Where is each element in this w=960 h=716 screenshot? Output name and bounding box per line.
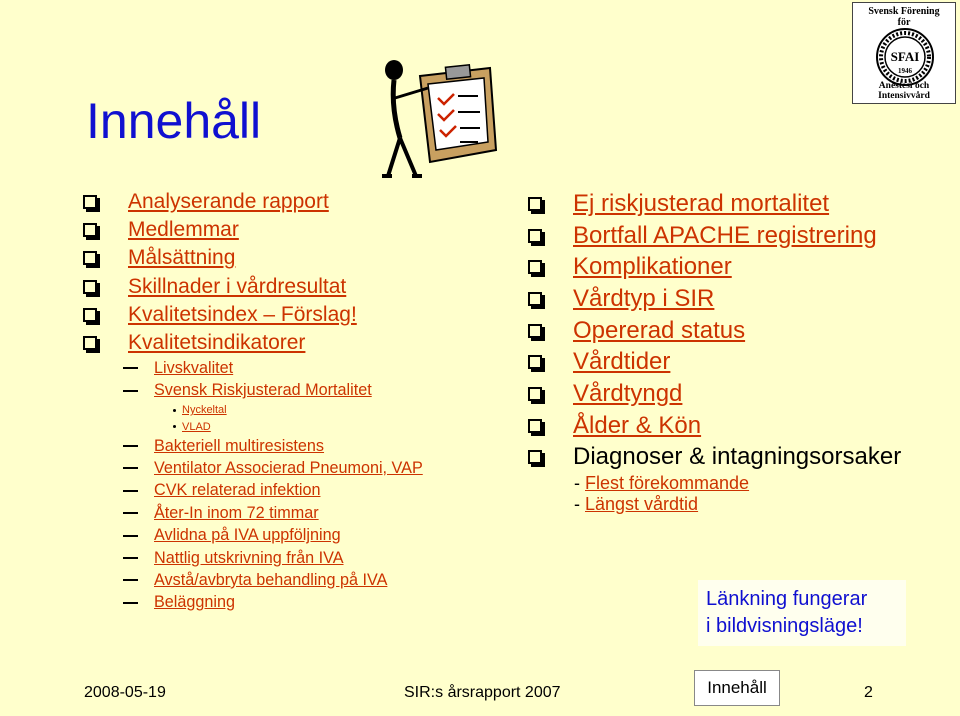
sub-list-item-link[interactable]: Avstå/avbryta behandling på IVA [154,570,388,589]
list-item [528,220,901,252]
list-item [528,410,901,442]
dash-bullet-icon [123,579,138,581]
dash-bullet-icon [123,367,138,369]
dash-bullet-icon [123,557,138,559]
sub-list-item [123,547,423,569]
list-item [528,378,901,410]
list-item-link[interactable]: Opererad status [573,316,746,344]
list-item-link[interactable]: Kvalitetsindex – Förslag! [128,302,357,326]
sfai-logo [852,2,956,104]
sub-list-item-link[interactable]: Livskvalitet [154,358,234,377]
checkbox-bullet-icon [528,387,542,401]
logo-seal-icon [875,27,935,87]
list-item [528,346,901,378]
sub-list-item-link[interactable]: Längst vårdtid [585,494,699,515]
left-content-list [83,188,423,614]
list-item-link[interactable]: Analyserande rapport [128,190,329,214]
checkbox-bullet-icon [528,450,542,464]
note-box [698,580,906,646]
list-item-link[interactable]: Målsättning [128,246,236,270]
contents-button[interactable]: Innehåll [694,670,780,706]
list-item [83,216,423,244]
list-item [83,329,423,357]
sub-list-item-link[interactable]: Nattlig utskrivning från IVA [154,548,344,567]
dash-bullet-icon [123,467,138,469]
dash-bullet-icon [123,512,138,514]
page-number: 2 [864,684,873,701]
list-item [528,251,901,283]
sub-list-item [123,524,423,546]
list-item-label: Diagnoser & intagningsorsaker [573,443,902,471]
logo-top-text: Svensk Förening [868,6,940,17]
list-item-link[interactable]: Vårdtider [573,348,671,376]
sub-list-item-link[interactable]: Åter-In inom 72 timmar [154,503,319,522]
list-item [528,442,901,474]
sub-list-item-link[interactable]: Ventilator Associerad Pneumoni, VAP [154,458,423,477]
footer-date: 2008-05-19 [84,684,166,701]
list-item-link[interactable]: Vårdtyp i SIR [573,284,715,312]
checkbox-bullet-icon [528,229,542,243]
clipboard-figure-icon [378,58,498,189]
list-item [528,315,901,347]
dash-bullet-icon [123,445,138,447]
checkbox-bullet-icon [528,419,542,433]
dash-bullet-icon [123,602,138,604]
logo-year: 1946 [898,67,912,75]
sub-sub-list-item [173,418,423,435]
sub-list-item-link[interactable]: Bakteriell multiresistens [154,436,325,455]
sub-list-item [574,494,901,515]
sub-list-item [123,457,423,479]
sub-list-item-link[interactable]: CVK relaterad infektion [154,481,321,500]
sub-sub-list-item-link[interactable]: VLAD [182,420,211,433]
list-item [528,283,901,315]
sub-list-item-prefix: - [574,473,585,494]
list-item [83,188,423,216]
sub-list-item [123,435,423,457]
dash-bullet-icon [123,490,138,492]
checkbox-bullet-icon [83,195,97,209]
sub-sub-list-item [173,402,423,419]
sub-list-item [123,502,423,524]
checkbox-bullet-icon [528,260,542,274]
footer-center-text: SIR:s årsrapport 2007 [404,684,561,701]
checkbox-bullet-icon [528,355,542,369]
sub-list-item [123,592,423,614]
dash-bullet-icon [123,390,138,392]
dot-bullet-icon [173,425,176,428]
sub-list-item [123,480,423,502]
sub-list-item-link[interactable]: Beläggning [154,593,236,612]
checkbox-bullet-icon [528,324,542,338]
checkbox-bullet-icon [83,308,97,322]
list-item [83,244,423,272]
sub-sub-list-item-link[interactable]: Nyckeltal [182,404,227,417]
sub-list-item [123,569,423,591]
sub-list-item-link[interactable]: Avlidna på IVA uppföljning [154,526,341,545]
list-item [83,301,423,329]
sub-list-item-link[interactable]: Svensk Riskjusterad Mortalitet [154,381,372,400]
dash-bullet-icon [123,535,138,537]
list-item-link[interactable]: Kvalitetsindikatorer [128,331,306,355]
right-content-list [528,188,901,515]
list-item [83,273,423,301]
sub-list-item [574,473,901,494]
sub-list-item [123,380,423,402]
checkbox-bullet-icon [83,251,97,265]
list-item-link[interactable]: Ej riskjusterad mortalitet [573,189,830,217]
checkbox-bullet-icon [528,197,542,211]
dot-bullet-icon [173,409,176,412]
checkbox-bullet-icon [528,292,542,306]
list-item [528,188,901,220]
checkbox-bullet-icon [83,223,97,237]
list-item-link[interactable]: Komplikationer [573,253,732,281]
logo-bottom-text: Anestesi och Intensivvård [878,81,930,101]
slide-title: Innehåll [86,93,262,149]
checkbox-bullet-icon [83,336,97,350]
sub-list-item [123,357,423,379]
list-item-link[interactable]: Skillnader i vårdresultat [128,274,347,298]
list-item-link[interactable]: Bortfall APACHE registrering [573,221,877,249]
sub-list-item-prefix: - [574,494,585,515]
list-item-link[interactable]: Vårdtyngd [573,379,683,407]
list-item-link[interactable]: Medlemmar [128,218,239,242]
logo-center-text: SFAI [890,49,920,64]
list-item-link[interactable]: Ålder & Kön [573,411,702,439]
note-line-1: Länkning fungerar [706,588,868,610]
logo-top-text-2: för [897,17,911,28]
checkbox-bullet-icon [83,280,97,294]
note-line-2: i bildvisningsläge! [706,615,863,637]
sub-list-item-link[interactable]: Flest förekommande [585,473,750,494]
